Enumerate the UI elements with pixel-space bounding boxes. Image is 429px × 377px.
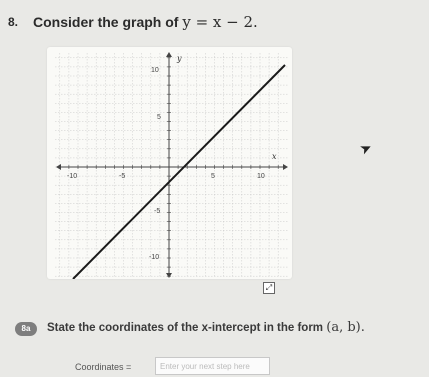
part-prompt-form: (a, b).: [326, 320, 365, 335]
tick-label-x-5: 5: [211, 173, 215, 180]
line-graph: [47, 47, 292, 279]
tick-label-y-neg5: -5: [154, 208, 161, 215]
x-axis-arrow-left: [56, 164, 61, 170]
tick-label-y-neg10: -10: [149, 254, 160, 261]
tick-label-y-10: 10: [151, 67, 159, 74]
x-axis-label: x: [272, 152, 277, 161]
y-axis-arrow-down: [166, 273, 172, 278]
tick-label-x-neg10: -10: [67, 173, 78, 180]
tick-label-x-10: 10: [257, 173, 265, 180]
expand-graph-button[interactable]: [263, 282, 275, 294]
expand-icon: ⤢: [265, 283, 273, 292]
coordinates-input[interactable]: [155, 357, 270, 375]
tick-label-x-neg5: -5: [119, 173, 126, 180]
y-axis-label: y: [177, 54, 182, 63]
part-badge: 8a: [15, 322, 37, 336]
graph-grid: [55, 53, 289, 277]
question-prefix: Consider the graph of: [33, 14, 179, 30]
x-axis-arrow-right: [283, 164, 288, 170]
tick-label-y-5: 5: [157, 114, 161, 121]
question-text: [33, 13, 258, 31]
mouse-cursor-icon: ➤: [356, 138, 375, 158]
question-equation: y = x − 2.: [182, 13, 258, 31]
graph-card: [47, 47, 292, 279]
part-prompt-text: State the coordinates of the x-intercept in the form: [47, 322, 324, 334]
y-axis-arrow-up: [166, 52, 172, 57]
question-number: 8.: [8, 15, 19, 29]
function-line: [73, 65, 285, 279]
coordinates-label: Coordinates =: [75, 362, 132, 372]
part-prompt: [47, 320, 365, 335]
